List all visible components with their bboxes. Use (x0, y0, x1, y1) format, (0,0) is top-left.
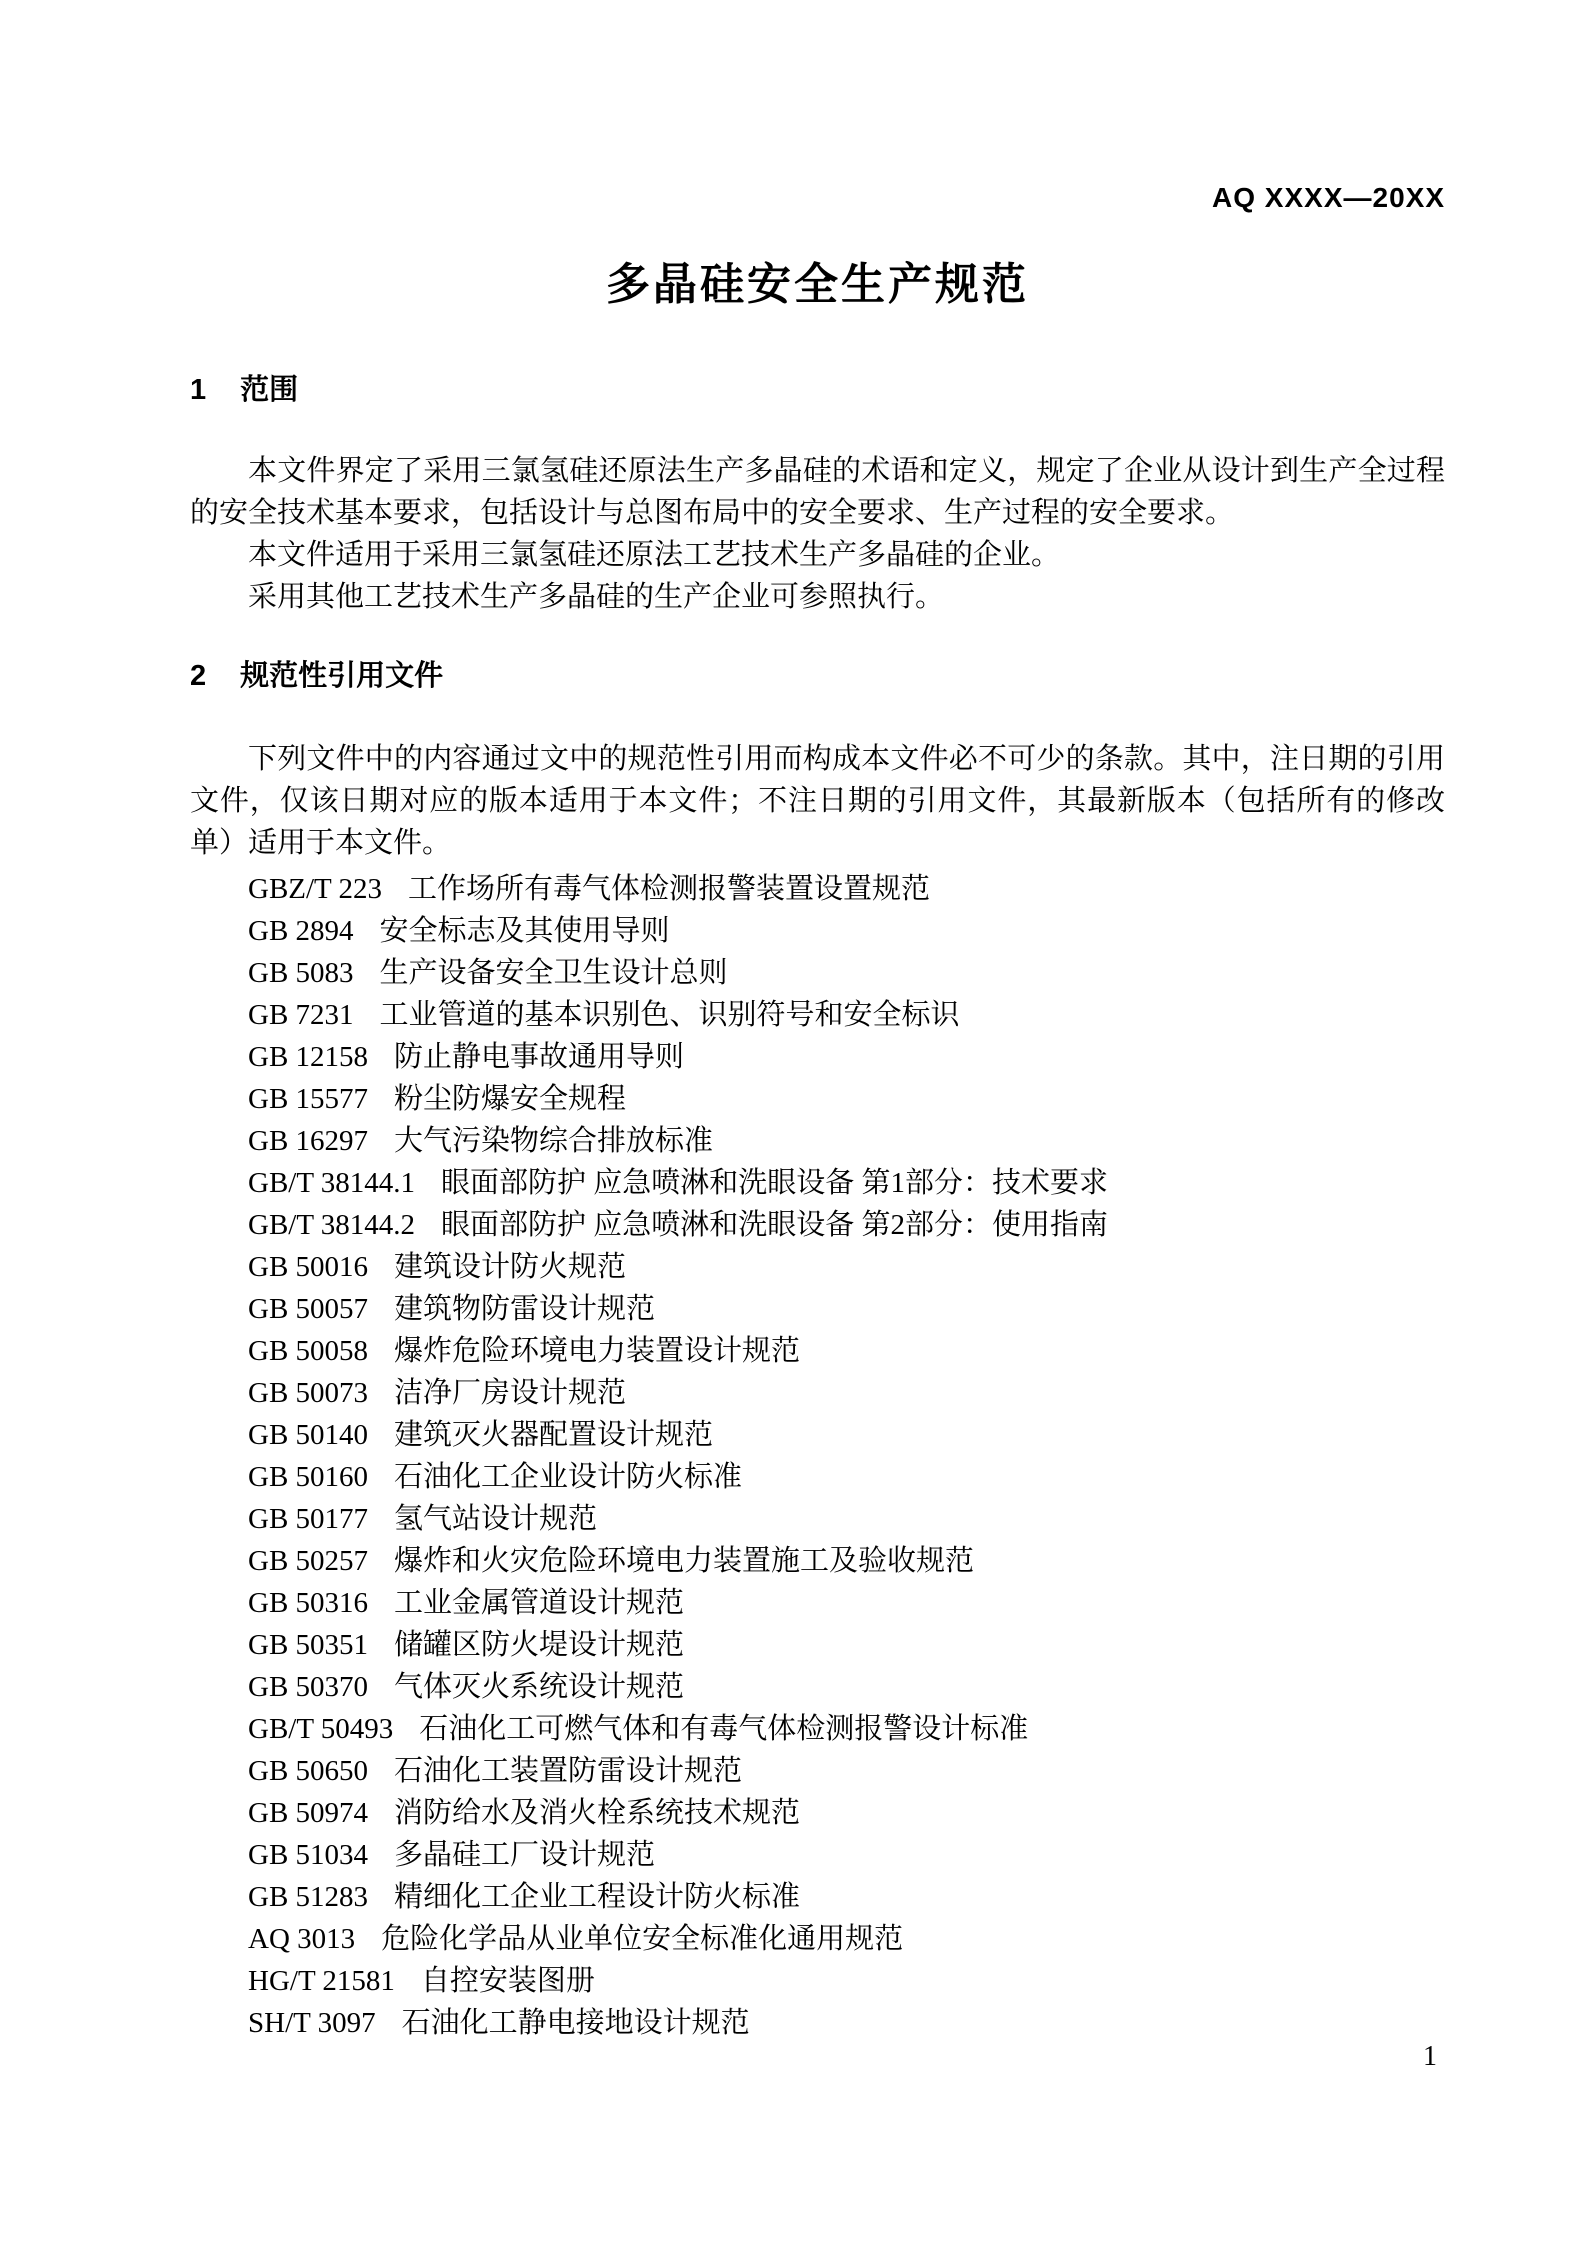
reference-code: GB/T 50493 (248, 1713, 394, 1745)
reference-code: GB 51283 (248, 1881, 369, 1913)
reference-item (190, 1120, 1445, 1162)
reference-title: 石油化工静电接地设计规范 (401, 2007, 750, 2039)
reference-code: GB 50177 (248, 1503, 369, 1535)
reference-title: 石油化工企业设计防火标准 (394, 1461, 743, 1493)
reference-item (190, 1036, 1445, 1078)
reference-code: GB 16297 (248, 1125, 369, 1157)
reference-code: GB 50351 (248, 1629, 369, 1661)
reference-item (190, 1750, 1445, 1792)
reference-title: 建筑设计防火规范 (394, 1251, 627, 1283)
reference-code: GB 50057 (248, 1293, 369, 1325)
reference-title: 精细化工企业工程设计防火标准 (394, 1881, 801, 1913)
reference-code: GB 5083 (248, 957, 354, 989)
reference-item (190, 1246, 1445, 1288)
reference-title: 自控安装图册 (420, 1965, 595, 1997)
reference-code: GB 50058 (248, 1335, 369, 1367)
reference-item (190, 1414, 1445, 1456)
page-number: 1 (1423, 2041, 1437, 2072)
reference-item (190, 1792, 1445, 1834)
reference-list (190, 868, 1445, 2044)
reference-title: 工业管道的基本识别色、识别符号和安全标识 (379, 999, 960, 1031)
reference-title: 储罐区防火堤设计规范 (394, 1629, 685, 1661)
reference-item (190, 1918, 1445, 1960)
reference-item (190, 910, 1445, 952)
reference-title: 建筑灭火器配置设计规范 (394, 1419, 714, 1451)
reference-code: GB 51034 (248, 1839, 369, 1871)
reference-title: 防止静电事故通用导则 (394, 1041, 685, 1073)
scope-paragraph: 采用其他工艺技术生产多晶硅的生产企业可参照执行。 (248, 581, 945, 613)
reference-code: SH/T 3097 (248, 2007, 376, 2039)
reference-item (190, 1960, 1445, 2002)
reference-item (190, 1078, 1445, 1120)
reference-item (190, 1582, 1445, 1624)
reference-code: GB 50073 (248, 1377, 369, 1409)
reference-item (190, 1288, 1445, 1330)
reference-code: GB 50257 (248, 1545, 369, 1577)
reference-code: GB 50140 (248, 1419, 369, 1451)
reference-title: 气体灭火系统设计规范 (394, 1671, 685, 1703)
scope-paragraph: 本文件界定了采用三氯氢硅还原法生产多晶硅的术语和定义，规定了企业从设计到生产全过程的安全技术基本要求，包括设计与总图布局中的安全要求、生产过程的安全要求。 (190, 455, 1445, 529)
reference-title: 工业金属管道设计规范 (394, 1587, 685, 1619)
reference-item (190, 1330, 1445, 1372)
reference-item (190, 1666, 1445, 1708)
reference-title: 石油化工装置防雷设计规范 (394, 1755, 743, 1787)
reference-code: GB 50370 (248, 1671, 369, 1703)
scope-paragraphs (190, 450, 1445, 618)
reference-title: 氢气站设计规范 (394, 1503, 598, 1535)
section-heading-references (190, 661, 1445, 691)
reference-code: GB 12158 (248, 1041, 369, 1073)
reference-code: GB 15577 (248, 1083, 369, 1115)
reference-code: GB 2894 (248, 915, 354, 947)
section-heading-scope (190, 375, 1445, 405)
reference-code: AQ 3013 (248, 1923, 356, 1955)
doc-title: 多晶硅安全生产规范 (606, 260, 1029, 309)
reference-title: 工作场所有毒气体检测报警装置设置规范 (408, 873, 931, 905)
reference-code: GB 7231 (248, 999, 354, 1031)
reference-code: GB/T 38144.2 (248, 1209, 416, 1241)
references-intro (190, 738, 1445, 864)
section-title: 范围 (240, 374, 299, 406)
scope-paragraph: 本文件适用于采用三氯氢硅还原法工艺技术生产多晶硅的企业。 (248, 539, 1061, 571)
reference-title: 爆炸危险环境电力装置设计规范 (394, 1335, 801, 1367)
reference-title: 消防给水及消火栓系统技术规范 (394, 1797, 801, 1829)
section-number: 2 (190, 660, 207, 692)
references-intro-paragraph: 下列文件中的内容通过文中的规范性引用而构成本文件必不可少的条款。其中，注日期的引用文件，仅该日期对应的版本适用于本文件；不注日期的引用文件，其最新版本（包括所有的修改单）适用于本文件。 (190, 743, 1445, 859)
reference-title: 多晶硅工厂设计规范 (394, 1839, 656, 1871)
reference-code: GB/T 38144.1 (248, 1167, 416, 1199)
reference-code: GB 50316 (248, 1587, 369, 1619)
reference-title: 安全标志及其使用导则 (379, 915, 670, 947)
reference-title: 建筑物防雷设计规范 (394, 1293, 656, 1325)
reference-item (190, 2002, 1445, 2044)
reference-code: GBZ/T 223 (248, 873, 382, 905)
reference-title: 爆炸和火灾危险环境电力装置施工及验收规范 (394, 1545, 975, 1577)
reference-item (190, 994, 1445, 1036)
reference-item (190, 1456, 1445, 1498)
page-content (190, 0, 1445, 2044)
reference-item (190, 952, 1445, 994)
reference-item (190, 1540, 1445, 1582)
reference-code: GB 50650 (248, 1755, 369, 1787)
section-number: 1 (190, 374, 207, 406)
reference-code: GB 50016 (248, 1251, 369, 1283)
reference-code: HG/T 21581 (248, 1965, 395, 1997)
reference-item (190, 1498, 1445, 1540)
reference-title: 危险化学品从业单位安全标准化通用规范 (381, 1923, 904, 1955)
reference-code: GB 50160 (248, 1461, 369, 1493)
reference-item (190, 1834, 1445, 1876)
reference-title: 石油化工可燃气体和有毒气体检测报警设计标准 (419, 1713, 1029, 1745)
reference-item (190, 1204, 1445, 1246)
reference-title: 粉尘防爆安全规程 (394, 1083, 627, 1115)
reference-title: 眼面部防护 应急喷淋和洗眼设备 第1部分：技术要求 (441, 1167, 1109, 1199)
doc-code: AQ XXXX—20XX (1212, 182, 1445, 213)
reference-title: 洁净厂房设计规范 (394, 1377, 627, 1409)
reference-item (190, 868, 1445, 910)
reference-item (190, 1624, 1445, 1666)
reference-title: 生产设备安全卫生设计总则 (379, 957, 728, 989)
section-title: 规范性引用文件 (240, 660, 444, 692)
reference-item (190, 1372, 1445, 1414)
reference-item (190, 1162, 1445, 1204)
reference-item (190, 1876, 1445, 1918)
reference-title: 大气污染物综合排放标准 (394, 1125, 714, 1157)
reference-code: GB 50974 (248, 1797, 369, 1829)
reference-title: 眼面部防护 应急喷淋和洗眼设备 第2部分：使用指南 (441, 1209, 1109, 1241)
reference-item (190, 1708, 1445, 1750)
